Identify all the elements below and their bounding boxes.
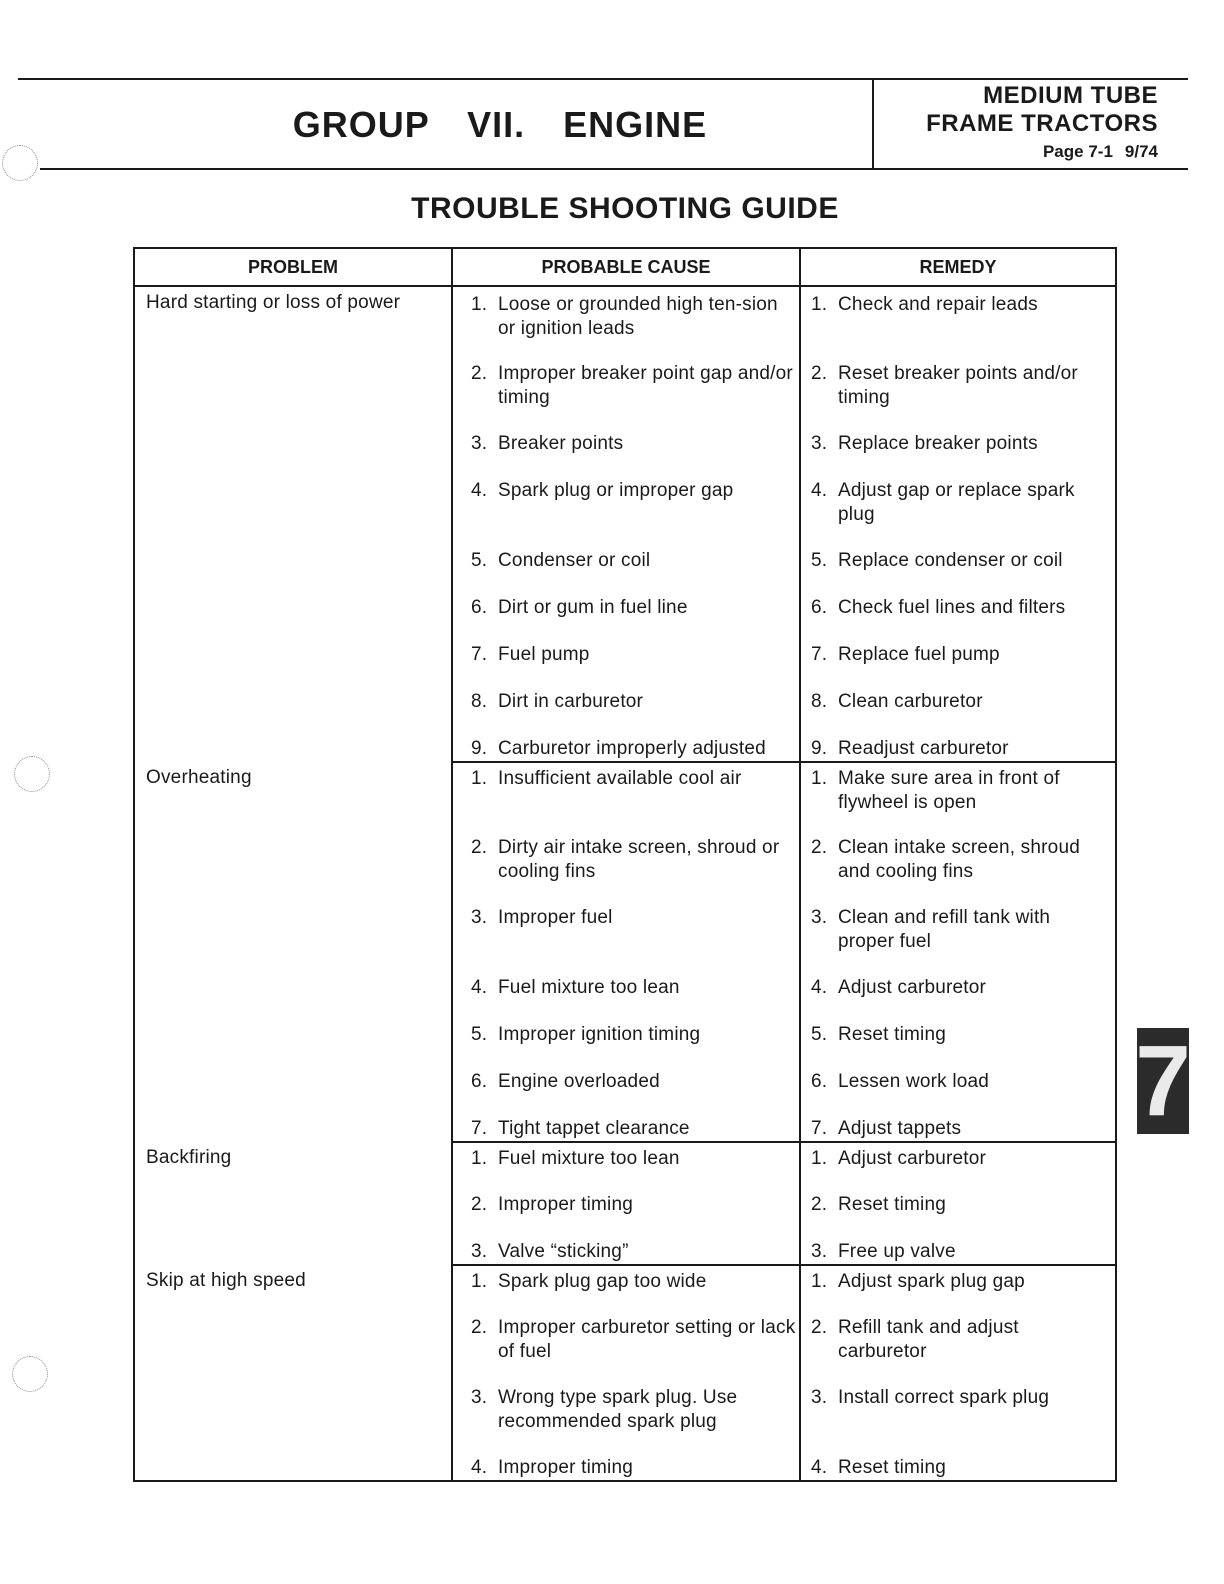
item-number: 2.	[811, 1317, 828, 1338]
remedy-text: Adjust carburetor	[838, 977, 987, 998]
cause-text: Improper carburetor setting or lack of fuel	[498, 1317, 796, 1362]
item-number: 3.	[471, 907, 488, 928]
remedy-text: Free up valve	[838, 1241, 956, 1262]
remedy-cell	[800, 1240, 1116, 1265]
probable-cause-cell	[452, 1316, 800, 1386]
remedy-item	[811, 906, 1111, 954]
probable-cause-cell	[452, 596, 800, 643]
cause-text: Tight tappet clearance	[498, 1118, 690, 1139]
cause-text: Improper fuel	[498, 907, 613, 928]
guide-title: TROUBLE SHOOTING GUIDE	[411, 192, 839, 225]
remedy-text: Adjust spark plug gap	[838, 1271, 1025, 1292]
item-number: 5.	[471, 1024, 488, 1045]
item-number: 3.	[471, 1387, 488, 1408]
remedy-text: Adjust carburetor	[838, 1148, 987, 1169]
remedy-text: Make sure area in front of flywheel is open	[838, 768, 1060, 813]
remedy-item	[811, 596, 1111, 620]
page-number: Page 7-1	[1042, 142, 1113, 161]
cause-item	[471, 549, 797, 573]
header-bottom-rule	[40, 168, 1188, 170]
probable-cause-cell	[452, 1265, 800, 1316]
trouble-shooting-table	[133, 247, 1117, 1482]
remedy-item	[811, 1240, 1111, 1264]
section-tab	[1135, 1025, 1191, 1137]
item-number: 6.	[471, 1071, 488, 1092]
remedy-item	[811, 1386, 1111, 1410]
cause-text: Fuel mixture too lean	[498, 1148, 680, 1169]
remedy-cell	[800, 690, 1116, 737]
item-number: 3.	[811, 1241, 828, 1262]
cause-text: Breaker points	[498, 433, 624, 454]
cause-item	[471, 1023, 797, 1047]
cause-text: Wrong type spark plug. Use recommended spark plug	[498, 1387, 738, 1432]
probable-cause-cell	[452, 762, 800, 836]
remedy-cell	[800, 643, 1116, 690]
binder-hole	[2, 145, 38, 181]
remedy-cell	[800, 1142, 1116, 1193]
remedy-text: Clean carburetor	[838, 691, 983, 712]
remedy-text: Replace breaker points	[838, 433, 1038, 454]
item-number: 9.	[811, 738, 828, 759]
item-number: 7.	[811, 1118, 828, 1139]
probable-cause-cell	[452, 976, 800, 1023]
cause-item	[471, 737, 797, 761]
remedy-item	[811, 643, 1111, 667]
item-number: 2.	[471, 1194, 488, 1215]
cause-text: Dirt in carburetor	[498, 691, 644, 712]
probable-cause-cell	[452, 286, 800, 362]
probable-cause-cell	[452, 737, 800, 762]
cause-text: Condenser or coil	[498, 550, 651, 571]
remedy-item	[811, 690, 1111, 714]
cause-item	[471, 643, 797, 667]
remedy-item	[811, 1456, 1111, 1480]
remedy-item	[811, 1316, 1111, 1364]
remedy-cell	[800, 1456, 1116, 1481]
header-top-rule	[18, 78, 1188, 80]
remedy-item	[811, 767, 1111, 815]
table-header-row	[134, 248, 1116, 286]
remedy-item	[811, 836, 1111, 884]
cause-text: Carburetor improperly adjusted	[498, 738, 766, 759]
cause-item	[471, 1147, 797, 1171]
section-tab-number: 7	[1135, 1025, 1191, 1137]
binder-hole	[14, 756, 50, 792]
remedy-item	[811, 1147, 1111, 1171]
item-number: 9.	[471, 738, 488, 759]
binder-hole	[12, 1356, 48, 1392]
remedy-text: Adjust tappets	[838, 1118, 962, 1139]
cause-item	[471, 1270, 797, 1294]
item-number: 6.	[811, 597, 828, 618]
remedy-text: Clean intake screen, shroud and cooling fins	[838, 837, 1080, 882]
remedy-item	[811, 1023, 1111, 1047]
item-number: 4.	[811, 1457, 828, 1478]
item-number: 2.	[811, 837, 828, 858]
remedy-text: Reset timing	[838, 1457, 946, 1478]
cause-item	[471, 1193, 797, 1217]
probable-cause-cell	[452, 643, 800, 690]
probable-cause-cell	[452, 432, 800, 479]
header-line-1: MEDIUM TUBE	[983, 82, 1158, 109]
item-number: 7.	[811, 644, 828, 665]
cause-item	[471, 1070, 797, 1094]
probable-cause-cell	[452, 1070, 800, 1117]
page-date: 9/74	[1124, 142, 1158, 161]
remedy-cell	[800, 1386, 1116, 1456]
item-number: 5.	[471, 550, 488, 571]
item-number: 6.	[471, 597, 488, 618]
remedy-item	[811, 1270, 1111, 1294]
probable-cause-cell	[452, 362, 800, 432]
cause-text: Loose or grounded high ten-sion or ignition leads	[498, 294, 778, 339]
item-number: 1.	[471, 1271, 488, 1292]
cause-text: Valve “sticking”	[498, 1241, 629, 1262]
remedy-cell	[800, 286, 1116, 362]
item-number: 1.	[811, 1271, 828, 1292]
item-number: 1.	[471, 768, 488, 789]
probable-cause-cell	[452, 1240, 800, 1265]
probable-cause-cell	[452, 1386, 800, 1456]
remedy-text: Reset timing	[838, 1024, 946, 1045]
remedy-text: Lessen work load	[838, 1071, 990, 1092]
remedy-text: Reset timing	[838, 1194, 946, 1215]
item-number: 4.	[471, 1457, 488, 1478]
cause-text: Fuel mixture too lean	[498, 977, 680, 998]
item-number: 3.	[471, 1241, 488, 1262]
cause-item	[471, 596, 797, 620]
remedy-cell	[800, 762, 1116, 836]
item-number: 8.	[811, 691, 828, 712]
cause-item	[471, 362, 797, 410]
remedy-item	[811, 1070, 1111, 1094]
header-right-block	[926, 82, 1158, 164]
probable-cause-cell	[452, 479, 800, 549]
remedy-item	[811, 293, 1111, 317]
probable-cause-cell	[452, 906, 800, 976]
remedy-item	[811, 976, 1111, 1000]
remedy-item	[811, 362, 1111, 410]
remedy-cell	[800, 432, 1116, 479]
remedy-item	[811, 432, 1111, 456]
probable-cause-cell	[452, 1193, 800, 1240]
cause-text: Spark plug or improper gap	[498, 480, 734, 501]
probable-cause-cell	[452, 549, 800, 596]
remedy-cell	[800, 737, 1116, 762]
item-number: 2.	[471, 1317, 488, 1338]
item-number: 4.	[811, 977, 828, 998]
column-header-remedy: REMEDY	[800, 248, 1116, 286]
table-row	[134, 762, 1116, 836]
item-number: 3.	[811, 1387, 828, 1408]
cause-text: Engine overloaded	[498, 1071, 660, 1092]
remedy-cell	[800, 1023, 1116, 1070]
item-number: 2.	[471, 363, 488, 384]
cause-text: Improper timing	[498, 1457, 633, 1478]
problem-cell: Backfiring	[134, 1142, 452, 1265]
remedy-cell	[800, 549, 1116, 596]
remedy-cell	[800, 976, 1116, 1023]
item-number: 7.	[471, 644, 488, 665]
remedy-cell	[800, 1070, 1116, 1117]
item-number: 5.	[811, 550, 828, 571]
item-number: 5.	[811, 1024, 828, 1045]
remedy-text: Replace fuel pump	[838, 644, 1000, 665]
remedy-cell	[800, 1193, 1116, 1240]
probable-cause-cell	[452, 690, 800, 737]
remedy-text: Install correct spark plug	[838, 1387, 1050, 1408]
item-number: 1.	[811, 768, 828, 789]
cause-item	[471, 906, 797, 930]
table-row	[134, 1142, 1116, 1193]
item-number: 6.	[811, 1071, 828, 1092]
cause-item	[471, 767, 797, 791]
cause-text: Improper timing	[498, 1194, 633, 1215]
cause-text: Fuel pump	[498, 644, 590, 665]
page-info	[926, 140, 1158, 164]
table-row	[134, 1265, 1116, 1316]
column-header-probable-cause: PROBABLE CAUSE	[452, 248, 800, 286]
remedy-item	[811, 479, 1111, 527]
cause-item	[471, 1456, 797, 1480]
remedy-item	[811, 549, 1111, 573]
remedy-cell	[800, 596, 1116, 643]
remedy-cell	[800, 906, 1116, 976]
item-number: 4.	[471, 977, 488, 998]
item-number: 1.	[471, 1148, 488, 1169]
cause-text: Improper breaker point gap and/or timing	[498, 363, 793, 408]
remedy-text: Replace condenser or coil	[838, 550, 1063, 571]
remedy-cell	[800, 362, 1116, 432]
remedy-text: Reset breaker points and/or timing	[838, 363, 1078, 408]
probable-cause-cell	[452, 1456, 800, 1481]
remedy-cell	[800, 1117, 1116, 1142]
remedy-text: Check fuel lines and filters	[838, 597, 1066, 618]
item-number: 2.	[811, 1194, 828, 1215]
cause-item	[471, 293, 797, 341]
item-number: 2.	[811, 363, 828, 384]
item-number: 3.	[811, 907, 828, 928]
probable-cause-cell	[452, 1142, 800, 1193]
probable-cause-cell	[452, 1117, 800, 1142]
item-number: 2.	[471, 837, 488, 858]
item-number: 1.	[811, 1148, 828, 1169]
remedy-text: Check and repair leads	[838, 294, 1038, 315]
probable-cause-cell	[452, 836, 800, 906]
remedy-cell	[800, 836, 1116, 906]
table-row	[134, 286, 1116, 362]
remedy-cell	[800, 1316, 1116, 1386]
column-header-problem: PROBLEM	[134, 248, 452, 286]
cause-text: Insufficient available cool air	[498, 768, 742, 789]
item-number: 4.	[471, 480, 488, 501]
remedy-text: Clean and refill tank with proper fuel	[838, 907, 1051, 952]
cause-text: Spark plug gap too wide	[498, 1271, 707, 1292]
problem-cell: Overheating	[134, 762, 452, 1142]
cause-item	[471, 1117, 797, 1141]
cause-item	[471, 836, 797, 884]
item-number: 4.	[811, 480, 828, 501]
item-number: 8.	[471, 691, 488, 712]
remedy-text: Adjust gap or replace spark plug	[838, 480, 1075, 525]
remedy-item	[811, 1117, 1111, 1141]
cause-item	[471, 1240, 797, 1264]
group-title: GROUP VII. ENGINE	[292, 104, 708, 145]
item-number: 3.	[471, 433, 488, 454]
problem-cell: Skip at high speed	[134, 1265, 452, 1481]
cause-text: Improper ignition timing	[498, 1024, 701, 1045]
remedy-item	[811, 1193, 1111, 1217]
cause-item	[471, 1386, 797, 1434]
problem-cell: Hard starting or loss of power	[134, 286, 452, 762]
cause-text: Dirt or gum in fuel line	[498, 597, 688, 618]
remedy-item	[811, 737, 1111, 761]
item-number: 1.	[471, 294, 488, 315]
cause-item	[471, 690, 797, 714]
remedy-text: Readjust carburetor	[838, 738, 1009, 759]
item-number: 1.	[811, 294, 828, 315]
remedy-text: Refill tank and adjust carburetor	[838, 1317, 1019, 1362]
remedy-cell	[800, 479, 1116, 549]
cause-item	[471, 1316, 797, 1364]
header-line-2: FRAME TRACTORS	[926, 110, 1158, 137]
cause-item	[471, 479, 797, 503]
remedy-cell	[800, 1265, 1116, 1316]
cause-text: Dirty air intake screen, shroud or cooling fins	[498, 837, 780, 882]
probable-cause-cell	[452, 1023, 800, 1070]
cause-item	[471, 976, 797, 1000]
item-number: 7.	[471, 1118, 488, 1139]
cause-item	[471, 432, 797, 456]
item-number: 3.	[811, 433, 828, 454]
